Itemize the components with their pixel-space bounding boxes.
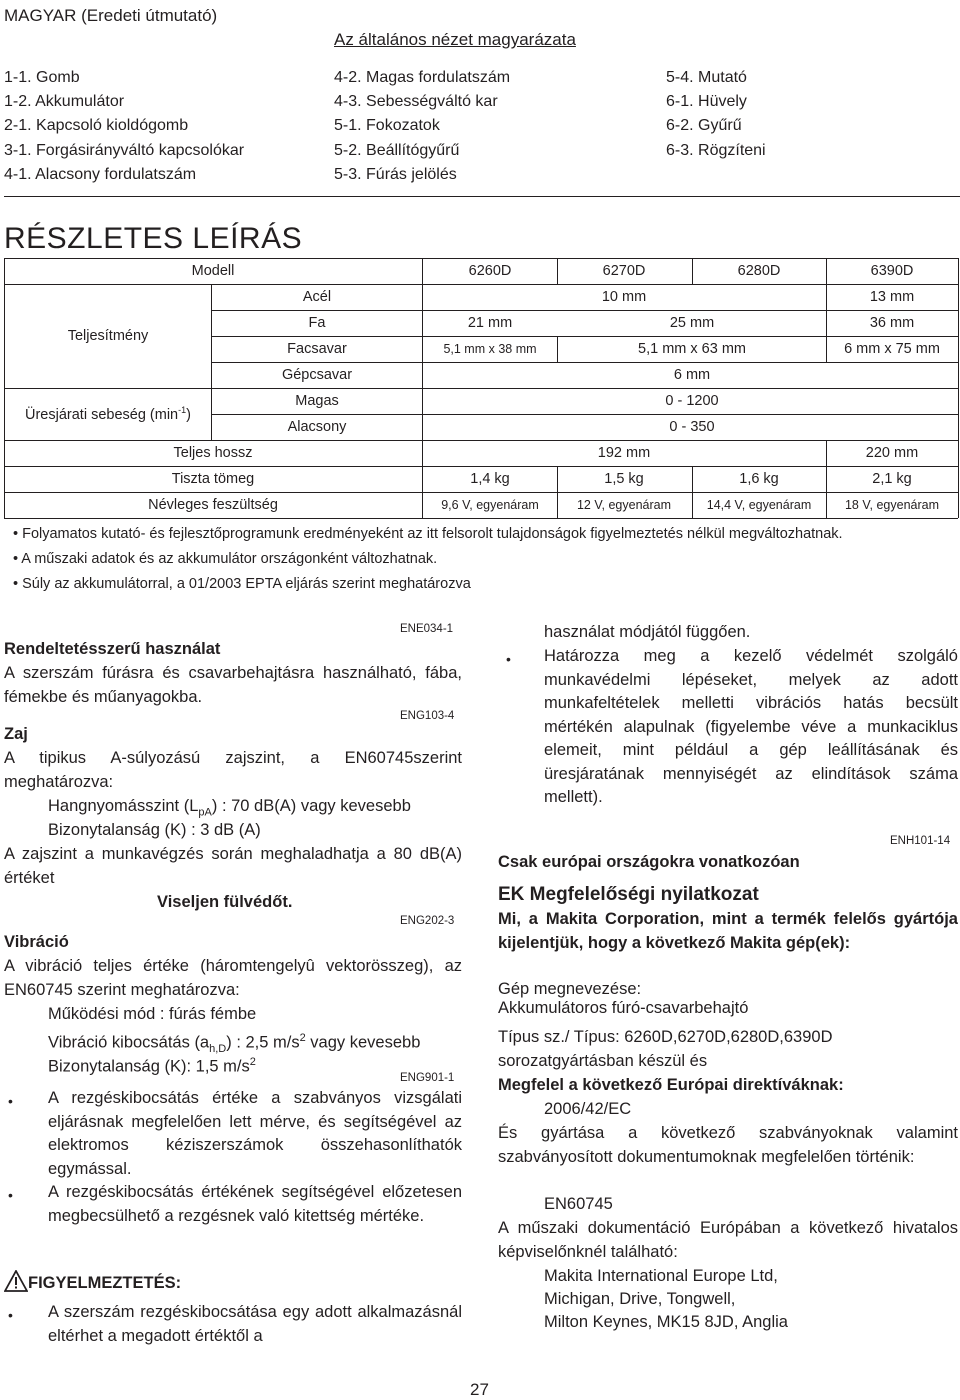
spec-table (4, 258, 958, 520)
legend-item: 1-2. Akkumulátor (4, 93, 125, 111)
machinescrew-value: 6 mm (673, 367, 711, 383)
table-rule (211, 362, 958, 363)
section-code: ENE034-1 (400, 623, 454, 635)
voltage-value: 9,6 V, egyenáram (441, 498, 539, 512)
table-rule (211, 414, 958, 415)
intended-use-text: A szerszám fúrásra és csavarbehajtásra használható, fába, fémekbe és műanyagokba. (4, 664, 462, 706)
continuation-text: használat módjától függően. (544, 623, 751, 641)
series-text: sorozatgyártásban készül és (498, 1052, 708, 1070)
wood-value: 25 mm (669, 315, 715, 331)
noload-speed-label: Üresjárati sebeség $(\min^{-1})$ (25, 405, 191, 423)
table-rule (4, 492, 958, 493)
bullet-text: A szerszám rezgéskibocsátása egy adott alkalmazásnál eltérhet a megadott értéktől a (48, 1303, 462, 1345)
capacity-label: Teljesítmény (67, 328, 149, 344)
ec-declaration-title: EK Megfelelőségi nyilatkozat (498, 884, 759, 905)
spec-note: • Folyamatos kutató- és fejlesztőprogramunk eredményeként az itt felsorolt tulajdonságok figyelmeztetés nélkül megváltozhatnak. (13, 526, 843, 542)
table-rule (557, 336, 558, 362)
weight-value: 1,6 kg (739, 471, 779, 487)
voltage-label: Névleges feszültség (148, 497, 278, 513)
vibration-title: Vibráció (4, 933, 69, 951)
wood-value: 36 mm (869, 315, 915, 331)
length-value: 192 mm (597, 445, 651, 461)
table-rule (422, 258, 423, 518)
intended-use-title: Rendeltetésszerű használat (4, 640, 221, 658)
vibration-text: A vibráció teljes értéke (háromtengelyû vektorösszeg), az EN60745 szerint meghatározva: (4, 957, 462, 999)
woodscrew-value: 6 mm x 75 mm (844, 341, 940, 357)
table-rule (4, 518, 958, 519)
general-view-title: Az általános nézet magyarázata (334, 30, 576, 49)
wood-value: 21 mm (467, 315, 513, 331)
model-cell: 6260D (468, 263, 512, 279)
warning-icon (4, 1270, 28, 1292)
spec-title: RÉSZLETES LEÍRÁS (4, 222, 303, 255)
legend-item: 3-1. Forgásirányváltó kapcsolókar (4, 141, 245, 159)
bullet-text: Határozza meg a kezelő védelmét szolgáló munkavédelmi lépéseket, melyek az adott munkafeltételek melletti vibrációs hatás becsült mértékén alapulnak (figyelembe véve a munkaciklus elemeit, mint például a gép leállításának és üresjáratának mennyiségét az elindítások száma mellett). (544, 647, 958, 806)
low-speed-label: Alacsony (287, 419, 347, 435)
wood-label: Fa (308, 315, 326, 331)
legend-item: 6-2. Gyűrű (666, 117, 742, 135)
bullet-text: A rezgéskibocsátás értékének segítségével előzetesen megbecsülhető a rezgésnek való kitettség mértéke. (48, 1183, 462, 1225)
section-code: ENG103-4 (400, 710, 455, 722)
length-label: Teljes hossz (173, 445, 253, 461)
address-line: Makita International Europe Ltd, (544, 1267, 778, 1285)
steel-value: 10 mm (601, 289, 647, 305)
table-rule (4, 258, 5, 518)
table-rule (557, 258, 558, 284)
ec-intro: Mi, a Makita Corporation, mint a termék felelős gyártója kijelentjük, hogy a következő Makita gép(ek): (498, 910, 958, 952)
section-code: ENH101-14 (890, 835, 951, 847)
machine-label: Gép megnevezése: (498, 980, 642, 998)
table-rule (4, 466, 958, 467)
legend-column-3 (666, 66, 766, 163)
legend-item: 5-4. Mutató (666, 69, 747, 86)
legend-item: 5-3. Fúrás jelölés (334, 165, 457, 183)
spec-note: • A műszaki adatok és az akkumulátor országonként változhatnak. (13, 551, 438, 567)
legend-item: 5-2. Beállítógyűrű (334, 141, 460, 159)
section-divider (4, 196, 960, 197)
section-code: ENG202-3 (400, 915, 455, 927)
page-number: 27 (470, 1380, 489, 1399)
legend-item: 4-3. Sebességváltó kar (334, 93, 498, 111)
legend-item: 2-1. Kapcsoló kioldógomb (4, 117, 189, 135)
address-line: Michigan, Drive, Tongwell, (544, 1290, 736, 1308)
spec-note: • Súly az akkumulátorral, a 01/2003 EPTA eljárás szerint meghatározva (13, 576, 471, 592)
table-rule (4, 440, 958, 441)
steel-label: Acél (302, 289, 332, 305)
woodscrew-value: 5,1 mm x 38 mm (443, 342, 537, 356)
section-code: ENG901-1 (400, 1072, 455, 1084)
model-cell: 6280D (737, 263, 781, 279)
vibration-emission: Vibráció kibocsátás $(a_{h,D})$ : 2,5 $m/s^2$ vagy kevesebb (48, 1032, 421, 1055)
low-speed-value: 0 - 350 (669, 419, 715, 435)
standard: EN60745 (544, 1195, 613, 1213)
weight-value: 1,5 kg (604, 471, 644, 487)
noise-title: Zaj (4, 725, 28, 743)
table-rule (826, 258, 827, 362)
table-rule (692, 466, 693, 518)
weight-label: Tiszta tömeg (171, 471, 255, 487)
table-rule (557, 466, 558, 518)
noise-uncertainty: Bizonytalanság (K) : 3 dB (A) (48, 821, 261, 839)
steel-value: 13 mm (869, 289, 915, 305)
machinescrew-label: Gépcsavar (281, 367, 353, 383)
table-rule (4, 388, 958, 389)
legend-item: 4-1. Alacsony fordulatszám (4, 165, 197, 183)
eu-only-title: Csak európai országokra vonatkozóan (498, 853, 800, 871)
voltage-value: 18 V, egyenáram (844, 498, 940, 512)
language-heading: MAGYAR (Eredeti útmutató) (4, 6, 218, 25)
legend-item: 1-1. Gomb (4, 69, 80, 86)
woodscrew-value: 5,1 mm x 63 mm (638, 341, 746, 357)
vibration-mode: Működési mód : fúrás fémbe (48, 1005, 257, 1023)
bullet-icon: • (506, 651, 511, 667)
model-label: Modell (191, 263, 235, 279)
bullet-icon: • (8, 1187, 13, 1203)
legend-item: 6-3. Rögzíteni (666, 141, 766, 159)
high-speed-label: Magas (295, 393, 339, 409)
woodscrew-label: Facsavar (287, 341, 347, 357)
noise-text-2: A zajszint a munkavégzés során meghaladhatja a 80 dB(A) értéket (4, 845, 462, 887)
legend-item: 6-1. Hüvely (666, 93, 747, 111)
warning-title: FIGYELMEZTETÉS: (28, 1274, 182, 1292)
model-cell: 6270D (602, 263, 646, 279)
voltage-value: 12 V, egyenáram (576, 498, 672, 512)
legend-item: 4-2. Magas fordulatszám (334, 69, 511, 86)
address-line: Milton Keynes, MK15 8JD, Anglia (544, 1313, 788, 1331)
vibration-uncertainty: Bizonytalanság (K): 1,5 $m/s^2$ (48, 1056, 256, 1076)
table-rule (692, 258, 693, 284)
noise-text: A tipikus A-súlyozású zajszint, a EN60745szerint meghatározva: (4, 749, 462, 791)
legend-item: 5-1. Fokozatok (334, 117, 440, 135)
table-rule (211, 284, 212, 440)
sound-pressure-line: Hangnyomásszint $(L_{pA})$ : 70 dB(A) vagy kevesebb (48, 797, 411, 819)
legend-column-1 (4, 66, 244, 187)
table-rule (4, 258, 958, 259)
legend-column-2 (334, 66, 510, 187)
table-rule (958, 258, 959, 518)
standards-text: És gyártása a következő szabványoknak valamint szabványosított dokumentumoknak megfelelően történik: (498, 1124, 958, 1166)
table-rule (826, 440, 827, 518)
bullet-icon: • (8, 1307, 13, 1323)
weight-value: 2,1 kg (872, 471, 912, 487)
high-speed-value: 0 - 1200 (665, 393, 719, 409)
type-line: Típus sz./ Típus: 6260D,6270D,6280D,6390D (498, 1028, 833, 1046)
table-rule (4, 284, 958, 285)
tech-doc-text: A műszaki dokumentáció Európában a következő hivatalos képviselőnknél található: (498, 1219, 958, 1261)
bullet-text: A rezgéskibocsátás értéke a szabványos vizsgálati eljárásnak megfelelően lett mérve, és segítségével az elektromos kéziszerszámok összehasonlíthatók egymással. (48, 1089, 462, 1178)
bullet-icon: • (8, 1093, 13, 1109)
machine-name: Akkumulátoros fúró-csavarbehajtó (498, 999, 749, 1017)
weight-value: 1,4 kg (470, 471, 510, 487)
model-cell: 6390D (870, 263, 914, 279)
table-rule (211, 336, 958, 337)
voltage-value: 14,4 V, egyenáram (706, 498, 812, 512)
conforms-title: Megfelel a következő Európai direktíváknak: (498, 1076, 844, 1094)
length-value: 220 mm (865, 445, 919, 461)
ear-protection: Viseljen fülvédőt. (157, 893, 293, 911)
table-rule (211, 310, 958, 311)
directive: 2006/42/EC (544, 1100, 632, 1118)
